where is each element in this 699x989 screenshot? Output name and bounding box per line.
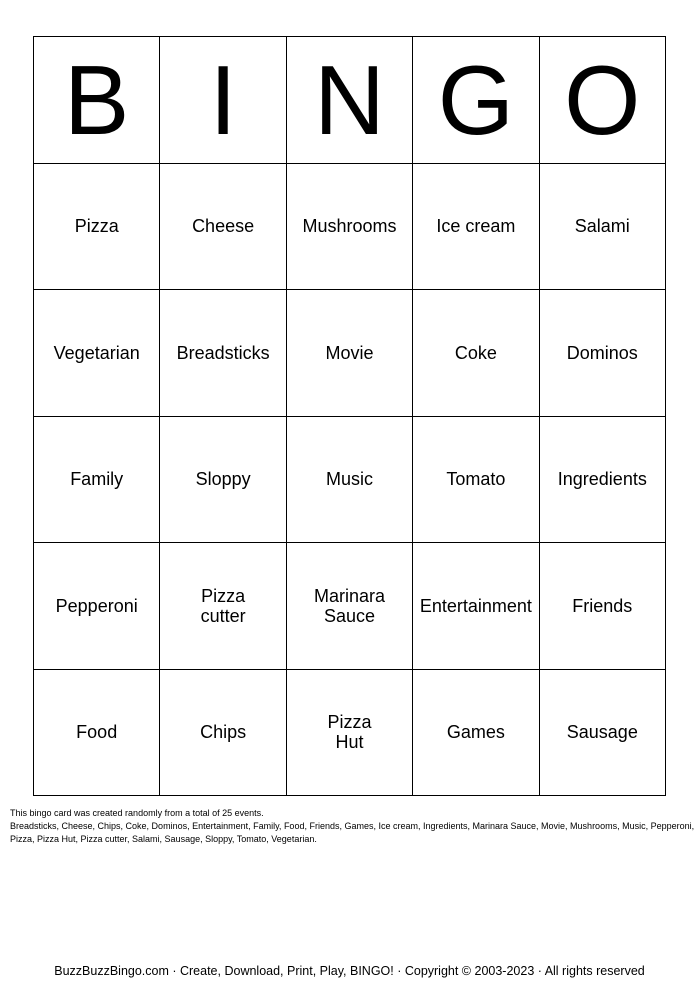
card-info-summary: This bingo card was created randomly from a total of 25 events.: [10, 808, 264, 818]
header-letter: I: [209, 44, 237, 155]
square-text: Pepperoni: [55, 595, 138, 616]
bingo-square: [34, 670, 160, 797]
square-text: Pizza: [74, 216, 119, 237]
square-text: Food: [76, 722, 118, 743]
square-text: Sausage: [566, 722, 638, 743]
square-text: Cheese: [192, 216, 255, 237]
bingo-square: [160, 670, 286, 797]
bingo-square: [34, 543, 160, 670]
bingo-square: [413, 543, 539, 670]
square-text: Friends: [572, 595, 633, 616]
bingo-square: [160, 164, 286, 291]
card-info: [10, 807, 695, 846]
square-text: Vegetarian: [53, 342, 140, 363]
bingo-square: [34, 164, 160, 291]
bingo-square: [413, 290, 539, 417]
square-text: Chips: [200, 722, 247, 743]
square-text: Mushrooms: [302, 216, 397, 237]
square-text: Family: [70, 469, 124, 490]
bingo-square: [413, 670, 539, 797]
square-text: Dominos: [566, 342, 638, 363]
bingo-square: [160, 417, 286, 544]
header-letter-n: [287, 37, 413, 164]
bingo-square: [287, 543, 413, 670]
square-text: Sloppy: [195, 469, 251, 490]
bingo-square: [160, 290, 286, 417]
square-text: Coke: [454, 342, 497, 363]
header-letter: B: [64, 44, 130, 155]
square-text: Tomato: [446, 469, 506, 490]
bingo-square: [413, 417, 539, 544]
square-text: Movie: [325, 342, 374, 363]
square-text: Pizza cutter: [200, 585, 246, 626]
square-text: Marinara Sauce: [313, 585, 385, 626]
header-letter-i: [160, 37, 286, 164]
square-text: Pizza Hut: [327, 712, 372, 753]
bingo-square: [540, 417, 666, 544]
square-text: Salami: [574, 216, 630, 237]
header-letter-b: [34, 37, 160, 164]
bingo-square: [34, 290, 160, 417]
bingo-square: [540, 670, 666, 797]
header-letter: N: [314, 44, 385, 155]
square-text: Games: [446, 722, 505, 743]
square-text: Ingredients: [557, 469, 647, 490]
card-info-event-list: Breadsticks, Cheese, Chips, Coke, Dominos, Entertainment, Family, Food, Friends, Games, Ice cream, Ingredients, Marinara Sauce, Movie, Mushrooms, Music, Pepperoni, Pizza, Pizza Hut, Pizza cutter, Salami, Sausage, Sloppy, Tomato, Vegetarian.: [10, 821, 695, 844]
header-letter-o: [540, 37, 666, 164]
square-text: Breadsticks: [176, 342, 270, 363]
bingo-square: [540, 290, 666, 417]
bingo-square: [540, 543, 666, 670]
header-letter-g: [413, 37, 539, 164]
site-footer: BuzzBuzzBingo.com · Create, Download, Print, Play, BINGO! · Copyright © 2003-2023 · All rights reserved: [54, 964, 645, 978]
header-letter: G: [437, 44, 514, 155]
bingo-square: [160, 543, 286, 670]
square-text: Music: [325, 469, 373, 490]
bingo-square: [540, 164, 666, 291]
header-letter: O: [564, 44, 641, 155]
bingo-square: [287, 670, 413, 797]
bingo-card: [33, 36, 666, 796]
bingo-square: [34, 417, 160, 544]
bingo-square: [287, 164, 413, 291]
square-text: Entertainment: [419, 595, 532, 616]
bingo-square: [413, 164, 539, 291]
square-text: Ice cream: [436, 216, 516, 237]
bingo-square: [287, 417, 413, 544]
bingo-square: [287, 290, 413, 417]
